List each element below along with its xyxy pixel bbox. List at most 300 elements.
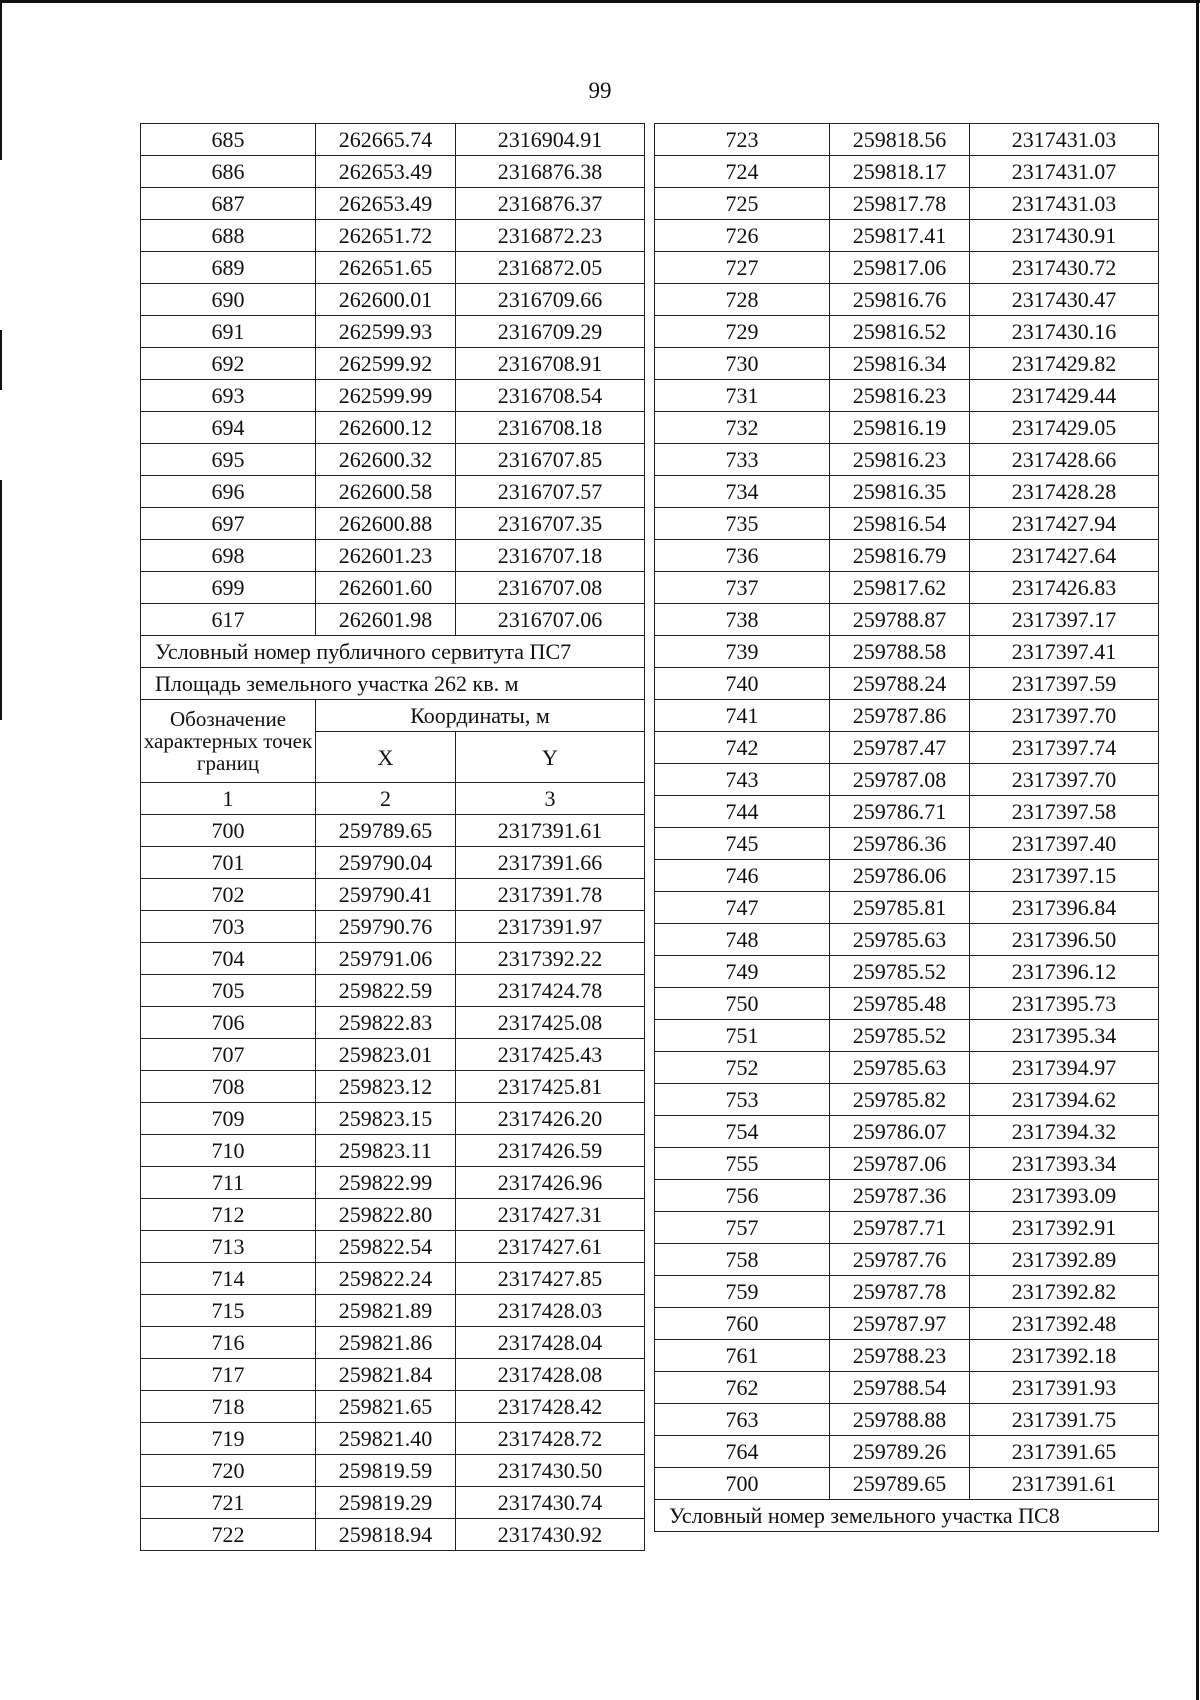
y-coordinate-cell: 2317428.03: [456, 1295, 645, 1327]
table-row: [141, 540, 645, 572]
table-row: [141, 1071, 645, 1103]
point-number-cell: 713: [141, 1231, 316, 1263]
x-coordinate-cell: 262651.72: [316, 220, 456, 252]
point-number-cell: 703: [141, 911, 316, 943]
y-coordinate-cell: 2316872.23: [456, 220, 645, 252]
y-coordinate-cell: 2316708.54: [456, 380, 645, 412]
point-number-cell: 718: [141, 1391, 316, 1423]
x-coordinate-cell: 262600.32: [316, 444, 456, 476]
point-number-cell: 721: [141, 1487, 316, 1519]
table-row: [141, 1487, 645, 1519]
y-coordinate-cell: 2317391.66: [456, 847, 645, 879]
x-coordinate-cell: 259786.07: [830, 1116, 970, 1148]
y-coordinate-cell: 2317424.78: [456, 975, 645, 1007]
table-row: [141, 1423, 645, 1455]
table-row: [655, 892, 1159, 924]
y-coordinate-cell: 2317427.31: [456, 1199, 645, 1231]
table-row: [141, 156, 645, 188]
point-number-cell: 736: [655, 540, 830, 572]
table-row: [141, 508, 645, 540]
table-row: [141, 476, 645, 508]
y-coordinate-cell: 2317393.34: [970, 1148, 1159, 1180]
point-number-cell: 715: [141, 1295, 316, 1327]
point-number-cell: 748: [655, 924, 830, 956]
point-number-cell: 690: [141, 284, 316, 316]
table-row: [141, 444, 645, 476]
table-row: [655, 1212, 1159, 1244]
y-coordinate-cell: 2317427.64: [970, 540, 1159, 572]
table-row: [141, 316, 645, 348]
x-coordinate-cell: 262600.88: [316, 508, 456, 540]
point-number-cell: 755: [655, 1148, 830, 1180]
x-coordinate-cell: 259788.87: [830, 604, 970, 636]
y-coordinate-cell: 2316709.29: [456, 316, 645, 348]
x-coordinate-cell: 259819.29: [316, 1487, 456, 1519]
table-row: [141, 124, 645, 156]
x-coordinate-cell: 259790.41: [316, 879, 456, 911]
x-coordinate-cell: 259787.36: [830, 1180, 970, 1212]
x-coordinate-cell: 259791.06: [316, 943, 456, 975]
x-coordinate-cell: 259785.52: [830, 1020, 970, 1052]
table-row: [655, 636, 1159, 668]
y-coordinate-cell: 2317430.72: [970, 252, 1159, 284]
x-coordinate-cell: 259789.26: [830, 1436, 970, 1468]
y-coordinate-cell: 2317392.22: [456, 943, 645, 975]
servitude-title-row: [141, 636, 645, 668]
y-coordinate-cell: 2317426.96: [456, 1167, 645, 1199]
point-number-cell: 700: [655, 1468, 830, 1500]
x-coordinate-cell: 259821.40: [316, 1423, 456, 1455]
y-coordinate-cell: 2317428.66: [970, 444, 1159, 476]
point-number-cell: 705: [141, 975, 316, 1007]
point-number-cell: 688: [141, 220, 316, 252]
x-coordinate-cell: 259788.23: [830, 1340, 970, 1372]
x-coordinate-cell: 259821.84: [316, 1359, 456, 1391]
point-number-cell: 746: [655, 860, 830, 892]
y-coordinate-cell: 2316876.38: [456, 156, 645, 188]
y-coordinate-cell: 2316904.91: [456, 124, 645, 156]
point-number-cell: 747: [655, 892, 830, 924]
y-coordinate-cell: 2317429.44: [970, 380, 1159, 412]
point-number-cell: 697: [141, 508, 316, 540]
x-coordinate-cell: 259816.52: [830, 316, 970, 348]
x-coordinate-cell: 262600.12: [316, 412, 456, 444]
y-coordinate-cell: 2316876.37: [456, 188, 645, 220]
x-column-header: X: [316, 732, 456, 783]
point-number-cell: 753: [655, 1084, 830, 1116]
y-coordinate-cell: 2317397.70: [970, 764, 1159, 796]
table-row: [141, 943, 645, 975]
x-coordinate-cell: 259786.36: [830, 828, 970, 860]
point-number-cell: 762: [655, 1372, 830, 1404]
x-coordinate-cell: 262599.93: [316, 316, 456, 348]
y-coordinate-cell: 2317426.83: [970, 572, 1159, 604]
y-coordinate-cell: 2317391.78: [456, 879, 645, 911]
x-coordinate-cell: 262665.74: [316, 124, 456, 156]
column-number-row: [141, 783, 645, 815]
y-coordinate-cell: 2317397.70: [970, 700, 1159, 732]
coordinates-rows-top: [141, 124, 645, 636]
table-row: [655, 988, 1159, 1020]
y-coordinate-cell: 2317397.59: [970, 668, 1159, 700]
point-number-cell: 686: [141, 156, 316, 188]
y-coordinate-cell: 2316872.05: [456, 252, 645, 284]
table-row: [655, 1308, 1159, 1340]
x-coordinate-cell: 262599.99: [316, 380, 456, 412]
point-number-cell: 712: [141, 1199, 316, 1231]
y-coordinate-cell: 2317427.85: [456, 1263, 645, 1295]
point-number-cell: 723: [655, 124, 830, 156]
y-coordinate-cell: 2317392.18: [970, 1340, 1159, 1372]
y-coordinate-cell: 2317396.50: [970, 924, 1159, 956]
x-coordinate-cell: 259816.23: [830, 444, 970, 476]
y-coordinate-cell: 2317394.97: [970, 1052, 1159, 1084]
x-coordinate-cell: 259821.86: [316, 1327, 456, 1359]
y-coordinate-cell: 2317431.07: [970, 156, 1159, 188]
x-coordinate-cell: 259821.65: [316, 1391, 456, 1423]
table-row: [655, 572, 1159, 604]
table-row: [655, 188, 1159, 220]
point-number-cell: 716: [141, 1327, 316, 1359]
y-coordinate-cell: 2317395.73: [970, 988, 1159, 1020]
x-coordinate-cell: 262653.49: [316, 188, 456, 220]
y-coordinate-cell: 2317425.81: [456, 1071, 645, 1103]
point-number-cell: 726: [655, 220, 830, 252]
table-row: [655, 764, 1159, 796]
x-coordinate-cell: 259785.48: [830, 988, 970, 1020]
y-column-header: Y: [456, 732, 645, 783]
land-plot-title-row: [655, 1500, 1159, 1532]
point-number-cell: 692: [141, 348, 316, 380]
point-number-cell: 735: [655, 508, 830, 540]
y-coordinate-cell: 2317397.17: [970, 604, 1159, 636]
y-coordinate-cell: 2317431.03: [970, 124, 1159, 156]
table-row: [655, 508, 1159, 540]
point-number-cell: 763: [655, 1404, 830, 1436]
x-coordinate-cell: 259817.78: [830, 188, 970, 220]
y-coordinate-cell: 2317395.34: [970, 1020, 1159, 1052]
point-number-cell: 706: [141, 1007, 316, 1039]
y-coordinate-cell: 2317392.91: [970, 1212, 1159, 1244]
y-coordinate-cell: 2317429.82: [970, 348, 1159, 380]
point-number-cell: 731: [655, 380, 830, 412]
table-row: [655, 924, 1159, 956]
point-number-cell: 700: [141, 815, 316, 847]
table-row: [141, 847, 645, 879]
y-coordinate-cell: 2317392.89: [970, 1244, 1159, 1276]
table-row: [141, 412, 645, 444]
x-coordinate-cell: 259817.06: [830, 252, 970, 284]
y-coordinate-cell: 2317391.61: [970, 1468, 1159, 1500]
point-number-cell: 704: [141, 943, 316, 975]
table-row: [655, 1244, 1159, 1276]
point-number-cell: 728: [655, 284, 830, 316]
table-row: [655, 860, 1159, 892]
table-row: [655, 1116, 1159, 1148]
servitude-title: Условный номер публичного сервитута ПС7: [141, 636, 645, 668]
table-row: [655, 348, 1159, 380]
table-row: [655, 1372, 1159, 1404]
x-coordinate-cell: 259785.52: [830, 956, 970, 988]
y-coordinate-cell: 2317391.65: [970, 1436, 1159, 1468]
x-coordinate-cell: 259785.82: [830, 1084, 970, 1116]
x-coordinate-cell: 259816.76: [830, 284, 970, 316]
x-coordinate-cell: 259786.71: [830, 796, 970, 828]
point-number-cell: 750: [655, 988, 830, 1020]
y-coordinate-cell: 2317431.03: [970, 188, 1159, 220]
y-coordinate-cell: 2316707.85: [456, 444, 645, 476]
point-number-cell: 714: [141, 1263, 316, 1295]
table-row: [655, 284, 1159, 316]
point-number-cell: 702: [141, 879, 316, 911]
table-row: [141, 1231, 645, 1263]
x-coordinate-cell: 259790.04: [316, 847, 456, 879]
point-number-cell: 764: [655, 1436, 830, 1468]
x-coordinate-cell: 259816.54: [830, 508, 970, 540]
table-row: [141, 1519, 645, 1551]
y-coordinate-cell: 2317394.32: [970, 1116, 1159, 1148]
point-number-cell: 707: [141, 1039, 316, 1071]
y-coordinate-cell: 2317393.09: [970, 1180, 1159, 1212]
scan-border-left: [0, 330, 2, 390]
table-row: [141, 815, 645, 847]
coordinates-rows-bottom: [141, 815, 645, 1551]
x-coordinate-cell: 262601.23: [316, 540, 456, 572]
x-coordinate-cell: 262601.98: [316, 604, 456, 636]
y-coordinate-cell: 2317429.05: [970, 412, 1159, 444]
y-coordinate-cell: 2317430.16: [970, 316, 1159, 348]
y-coordinate-cell: 2317428.72: [456, 1423, 645, 1455]
table-row: [655, 1340, 1159, 1372]
x-coordinate-cell: 259823.01: [316, 1039, 456, 1071]
point-number-cell: 699: [141, 572, 316, 604]
table-row: [141, 380, 645, 412]
y-coordinate-cell: 2316707.57: [456, 476, 645, 508]
x-coordinate-cell: 259787.78: [830, 1276, 970, 1308]
x-coordinate-cell: 259789.65: [830, 1468, 970, 1500]
land-plot-title: Условный номер земельного участка ПС8: [655, 1500, 1159, 1532]
table-row: [655, 1148, 1159, 1180]
x-coordinate-cell: 259816.34: [830, 348, 970, 380]
coordinates-table-right: [654, 123, 1159, 1532]
table-row: [655, 476, 1159, 508]
table-row: [141, 1263, 645, 1295]
x-coordinate-cell: 259788.58: [830, 636, 970, 668]
x-coordinate-cell: 262600.01: [316, 284, 456, 316]
table-row: [141, 1391, 645, 1423]
table-row: [141, 572, 645, 604]
point-number-cell: 709: [141, 1103, 316, 1135]
x-coordinate-cell: 259788.24: [830, 668, 970, 700]
table-row: [655, 412, 1159, 444]
coordinates-table-left: [140, 123, 645, 1551]
x-coordinate-cell: 259823.15: [316, 1103, 456, 1135]
point-number-cell: 759: [655, 1276, 830, 1308]
y-coordinate-cell: 2317430.92: [456, 1519, 645, 1551]
point-number-cell: 689: [141, 252, 316, 284]
column-number-1: 1: [141, 783, 316, 815]
table-row: [141, 188, 645, 220]
table-row: [141, 252, 645, 284]
table-row: [141, 220, 645, 252]
x-coordinate-cell: 259823.11: [316, 1135, 456, 1167]
table-row: [655, 380, 1159, 412]
y-coordinate-cell: 2317428.42: [456, 1391, 645, 1423]
point-number-cell: 722: [141, 1519, 316, 1551]
x-coordinate-cell: 259787.97: [830, 1308, 970, 1340]
point-number-cell: 694: [141, 412, 316, 444]
y-coordinate-cell: 2317430.50: [456, 1455, 645, 1487]
x-coordinate-cell: 259821.89: [316, 1295, 456, 1327]
point-number-cell: 744: [655, 796, 830, 828]
point-number-cell: 754: [655, 1116, 830, 1148]
y-coordinate-cell: 2316707.06: [456, 604, 645, 636]
point-number-cell: 738: [655, 604, 830, 636]
x-coordinate-cell: 259787.86: [830, 700, 970, 732]
point-number-cell: 745: [655, 828, 830, 860]
coordinates-rows-right: [655, 124, 1159, 1500]
y-coordinate-cell: 2317397.40: [970, 828, 1159, 860]
x-coordinate-cell: 259785.63: [830, 924, 970, 956]
column-number-2: 2: [316, 783, 456, 815]
y-coordinate-cell: 2316708.18: [456, 412, 645, 444]
table-row: [655, 220, 1159, 252]
x-coordinate-cell: 259819.59: [316, 1455, 456, 1487]
y-coordinate-cell: 2316707.35: [456, 508, 645, 540]
point-number-cell: 617: [141, 604, 316, 636]
table-row: [141, 879, 645, 911]
table-row: [655, 604, 1159, 636]
area-title-row: [141, 668, 645, 700]
y-coordinate-cell: 2317430.74: [456, 1487, 645, 1519]
x-coordinate-cell: 259822.83: [316, 1007, 456, 1039]
table-row: [655, 1404, 1159, 1436]
y-coordinate-cell: 2317391.75: [970, 1404, 1159, 1436]
table-row: [655, 828, 1159, 860]
y-coordinate-cell: 2317426.20: [456, 1103, 645, 1135]
x-coordinate-cell: 259788.88: [830, 1404, 970, 1436]
x-coordinate-cell: 259816.35: [830, 476, 970, 508]
x-coordinate-cell: 259816.19: [830, 412, 970, 444]
x-coordinate-cell: 259817.62: [830, 572, 970, 604]
x-coordinate-cell: 259823.12: [316, 1071, 456, 1103]
x-coordinate-cell: 259790.76: [316, 911, 456, 943]
point-number-cell: 698: [141, 540, 316, 572]
point-number-cell: 749: [655, 956, 830, 988]
table-row: [141, 1135, 645, 1167]
points-column-header: Обозначение характерных точек границ: [141, 700, 316, 783]
x-coordinate-cell: 262651.65: [316, 252, 456, 284]
point-number-cell: 695: [141, 444, 316, 476]
x-coordinate-cell: 262600.58: [316, 476, 456, 508]
x-coordinate-cell: 259787.71: [830, 1212, 970, 1244]
point-number-cell: 710: [141, 1135, 316, 1167]
y-coordinate-cell: 2317397.41: [970, 636, 1159, 668]
x-coordinate-cell: 259785.63: [830, 1052, 970, 1084]
point-number-cell: 760: [655, 1308, 830, 1340]
table-row: [141, 1295, 645, 1327]
table-row: [141, 1007, 645, 1039]
point-number-cell: 752: [655, 1052, 830, 1084]
table-row: [141, 284, 645, 316]
x-coordinate-cell: 259788.54: [830, 1372, 970, 1404]
x-coordinate-cell: 259822.24: [316, 1263, 456, 1295]
table-row: [141, 1167, 645, 1199]
point-number-cell: 730: [655, 348, 830, 380]
x-coordinate-cell: 259787.06: [830, 1148, 970, 1180]
point-number-cell: 732: [655, 412, 830, 444]
y-coordinate-cell: 2317397.15: [970, 860, 1159, 892]
scan-border-left: [0, 480, 2, 720]
point-number-cell: 708: [141, 1071, 316, 1103]
table-row: [655, 1180, 1159, 1212]
point-number-cell: 741: [655, 700, 830, 732]
x-coordinate-cell: 259786.06: [830, 860, 970, 892]
y-coordinate-cell: 2317430.47: [970, 284, 1159, 316]
point-number-cell: 743: [655, 764, 830, 796]
x-coordinate-cell: 259818.94: [316, 1519, 456, 1551]
area-title: Площадь земельного участка 262 кв. м: [141, 668, 645, 700]
y-coordinate-cell: 2317391.97: [456, 911, 645, 943]
coordinates-column-header: Координаты, м: [316, 700, 645, 732]
table-row: [141, 1455, 645, 1487]
point-number-cell: 691: [141, 316, 316, 348]
point-number-cell: 725: [655, 188, 830, 220]
x-coordinate-cell: 259816.23: [830, 380, 970, 412]
table-row: [655, 1084, 1159, 1116]
y-coordinate-cell: 2316708.91: [456, 348, 645, 380]
y-coordinate-cell: 2317428.08: [456, 1359, 645, 1391]
table-row: [141, 911, 645, 943]
x-coordinate-cell: 259822.80: [316, 1199, 456, 1231]
point-number-cell: 701: [141, 847, 316, 879]
table-row: [655, 316, 1159, 348]
table-row: [141, 1199, 645, 1231]
x-coordinate-cell: 262601.60: [316, 572, 456, 604]
table-row: [655, 444, 1159, 476]
page-number: 99: [588, 78, 612, 103]
y-coordinate-cell: 2316707.18: [456, 540, 645, 572]
column-number-3: 3: [456, 783, 645, 815]
table-row: [141, 1039, 645, 1071]
point-number-cell: 737: [655, 572, 830, 604]
table-row: [655, 1468, 1159, 1500]
x-coordinate-cell: 259817.41: [830, 220, 970, 252]
x-coordinate-cell: 259822.59: [316, 975, 456, 1007]
x-coordinate-cell: 259787.47: [830, 732, 970, 764]
y-coordinate-cell: 2317394.62: [970, 1084, 1159, 1116]
table-row: [655, 1020, 1159, 1052]
point-number-cell: 742: [655, 732, 830, 764]
y-coordinate-cell: 2317428.04: [456, 1327, 645, 1359]
x-coordinate-cell: 259785.81: [830, 892, 970, 924]
table-row: [655, 540, 1159, 572]
x-coordinate-cell: 259789.65: [316, 815, 456, 847]
point-number-cell: 720: [141, 1455, 316, 1487]
y-coordinate-cell: 2317392.82: [970, 1276, 1159, 1308]
table-row: [141, 604, 645, 636]
x-coordinate-cell: 262599.92: [316, 348, 456, 380]
table-row: [655, 668, 1159, 700]
table-row: [655, 156, 1159, 188]
point-number-cell: 724: [655, 156, 830, 188]
point-number-cell: 727: [655, 252, 830, 284]
y-coordinate-cell: 2317392.48: [970, 1308, 1159, 1340]
table-row: [655, 956, 1159, 988]
table-row: [141, 348, 645, 380]
x-coordinate-cell: 259816.79: [830, 540, 970, 572]
point-number-cell: 739: [655, 636, 830, 668]
